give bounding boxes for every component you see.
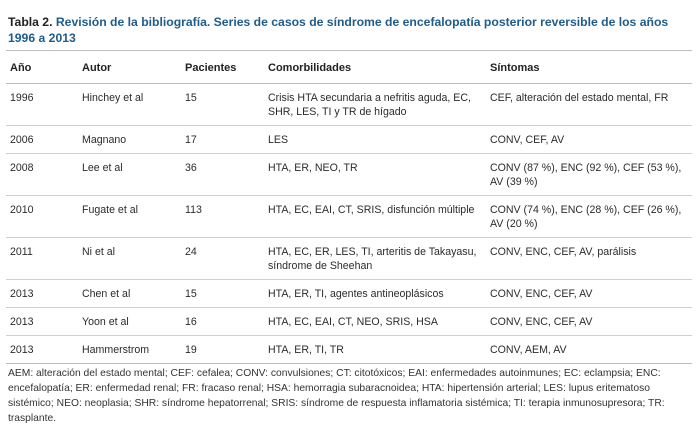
cell-pacientes: 16 [181,308,264,336]
header-autor: Autor [78,51,181,84]
literature-table [6,50,692,364]
cell-autor: Fugate et al [78,196,181,238]
cell-ano: 2013 [6,308,78,336]
table-row [6,238,692,280]
cell-ano: 2010 [6,196,78,238]
header-sintomas: Síntomas [486,51,692,84]
cell-pacientes: 17 [181,126,264,154]
cell-pacientes: 15 [181,84,264,126]
cell-sintomas: CONV (74 %), ENC (28 %), CEF (26 %), AV (20 %) [486,196,692,238]
cell-sintomas: CONV (87 %), ENC (92 %), CEF (53 %), AV (39 %) [486,154,692,196]
cell-sintomas: CONV, CEF, AV [486,126,692,154]
cell-ano: 2008 [6,154,78,196]
cell-autor: Magnano [78,126,181,154]
table-row [6,280,692,308]
cell-sintomas: CONV, ENC, CEF, AV [486,280,692,308]
table-row [6,126,692,154]
cell-autor: Ni et al [78,238,181,280]
table-title-text: Revisión de la bibliografía. Series de casos de síndrome de encefalopatía posterior reversible de los años 1996 a 2013 [8,15,669,45]
header-pacientes: Pacientes [181,51,264,84]
cell-comorbilidades: Crisis HTA secundaria a nefritis aguda, EC, SHR, LES, TI y TR de hígado [264,84,486,126]
cell-ano: 2013 [6,336,78,364]
cell-sintomas: CEF, alteración del estado mental, FR [486,84,692,126]
cell-pacientes: 19 [181,336,264,364]
cell-sintomas: CONV, AEM, AV [486,336,692,364]
table-label: Tabla 2. [8,15,53,29]
table-header-row [6,51,692,84]
cell-comorbilidades: HTA, ER, TI, TR [264,336,486,364]
cell-comorbilidades: HTA, ER, TI, agentes antineoplásicos [264,280,486,308]
cell-comorbilidades: HTA, EC, ER, LES, TI, arteritis de Takayasu, síndrome de Sheehan [264,238,486,280]
cell-comorbilidades: HTA, EC, EAI, CT, SRIS, disfunción múltiple [264,196,486,238]
cell-autor: Hinchey et al [78,84,181,126]
header-ano: Año [6,51,78,84]
cell-comorbilidades: HTA, EC, EAI, CT, NEO, SRIS, HSA [264,308,486,336]
table-row [6,196,692,238]
cell-pacientes: 36 [181,154,264,196]
cell-ano: 2013 [6,280,78,308]
table-row [6,336,692,364]
cell-pacientes: 113 [181,196,264,238]
abbreviations-footnote: AEM: alteración del estado mental; CEF: cefalea; CONV: convulsiones; CT: citotóxicos; EAI: enfermedades autoinmunes; EC: eclampsia; ENC: encefalopatía; ER: enfermedad renal; FR: fracaso renal; HSA: hemorragia subaracnoidea; HTA: hipertensión arterial; LES: lupus eritematoso sistémico; NEO: neoplasia; SHR: síndrome hepatorrenal; SRIS: síndrome de respuesta inflamatoria sistémica; TI: terapia inmunosupresora; TR: trasplante. [8,368,665,424]
table-row [6,308,692,336]
cell-ano: 1996 [6,84,78,126]
cell-pacientes: 15 [181,280,264,308]
cell-pacientes: 24 [181,238,264,280]
header-comorbilidades: Comorbilidades [264,51,486,84]
cell-ano: 2006 [6,126,78,154]
table-row [6,154,692,196]
cell-autor: Yoon et al [78,308,181,336]
cell-comorbilidades: LES [264,126,486,154]
cell-comorbilidades: HTA, ER, NEO, TR [264,154,486,196]
table-title [8,14,693,46]
cell-autor: Hammerstrom [78,336,181,364]
cell-autor: Chen et al [78,280,181,308]
cell-sintomas: CONV, ENC, CEF, AV, parálisis [486,238,692,280]
cell-ano: 2011 [6,238,78,280]
cell-autor: Lee et al [78,154,181,196]
table-row [6,84,692,126]
cell-sintomas: CONV, ENC, CEF, AV [486,308,692,336]
